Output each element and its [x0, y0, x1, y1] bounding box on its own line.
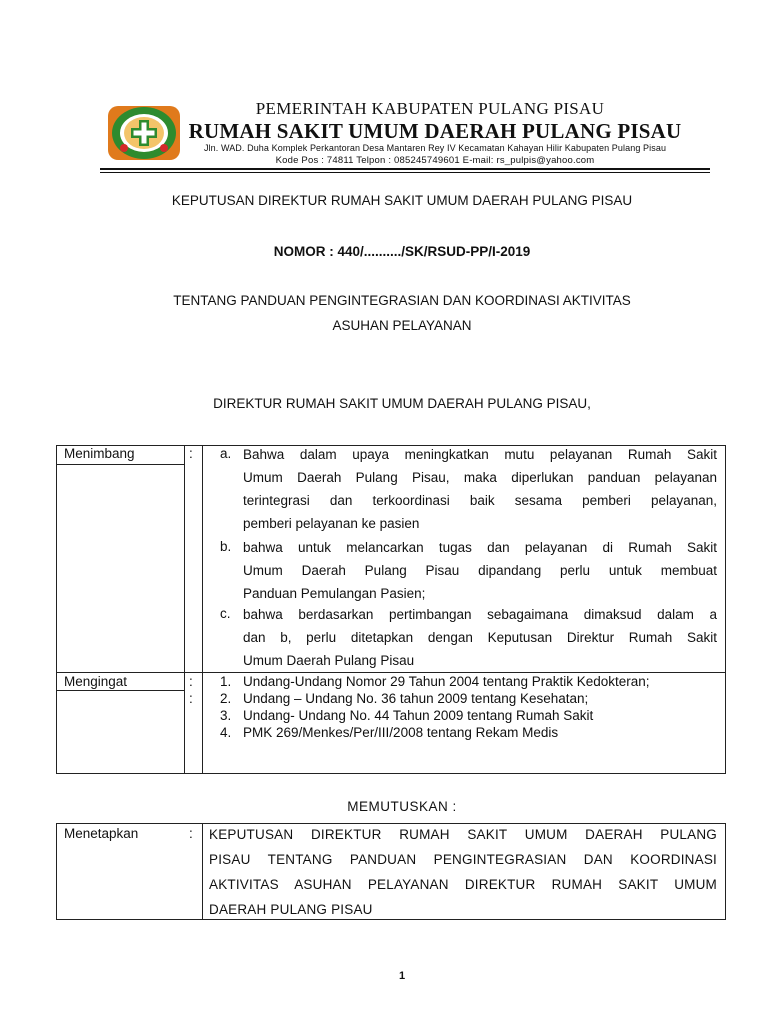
- memutuskan-heading: MEMUTUSKAN :: [347, 799, 457, 814]
- menimbang-label: Menimbang: [64, 446, 135, 461]
- text-line: Umum Daerah Pulang Pisau dipandang perlu untuk membuat: [243, 563, 717, 578]
- menetapkan-label: Menetapkan: [64, 826, 139, 841]
- decision-subject-line1: TENTANG PANDUAN PENGINTEGRASIAN DAN KOORDINASI AKTIVITAS: [173, 293, 631, 308]
- text-line: Bahwa dalam upaya meningkatkan mutu pelayanan Rumah Sakit: [243, 447, 717, 462]
- column-divider: [184, 446, 185, 773]
- label-underline: [57, 690, 184, 691]
- page-number: 1: [398, 970, 406, 982]
- menimbang-item-c: [243, 603, 717, 672]
- list-text: Undang- Undang No. 44 Tahun 2009 tentang Rumah Sakit: [243, 708, 594, 723]
- hospital-title: RUMAH SAKIT UMUM DAERAH PULANG PISAU: [188, 119, 682, 143]
- column-divider: [202, 446, 203, 773]
- text-line: bahwa berdasarkan pertimbangan sebagaimana dimaksud dalam a: [243, 607, 717, 622]
- list-item: [220, 690, 720, 707]
- list-number: 3.: [220, 708, 232, 723]
- list-number: 4.: [220, 725, 232, 740]
- mengingat-colon: :: [189, 674, 193, 689]
- list-item: [220, 673, 720, 690]
- menetapkan-text: [209, 822, 717, 922]
- list-item: [220, 724, 720, 741]
- text-line: Umum Daerah Pulang Pisau: [243, 653, 415, 668]
- list-text: Undang – Undang No. 36 tahun 2009 tentang Kesehatan;: [243, 691, 589, 706]
- director-heading: DIREKTUR RUMAH SAKIT UMUM DAERAH PULANG PISAU,: [213, 396, 591, 411]
- list-number: 1.: [220, 674, 232, 689]
- text-line: AKTIVITAS ASUHAN PELAYANAN DIREKTUR RUMAH SAKIT UMUM: [209, 877, 717, 892]
- list-item: [220, 707, 720, 724]
- text-line: terintegrasi dan terkoordinasi baik sesama pemberi pelayanan,: [243, 493, 717, 508]
- menimbang-item-letter: a.: [220, 446, 232, 461]
- menetapkan-colon: :: [189, 826, 193, 841]
- decision-number: NOMOR : 440/........../SK/RSUD-PP/I-2019: [273, 244, 531, 259]
- decision-title: KEPUTUSAN DIREKTUR RUMAH SAKIT UMUM DAERAH PULANG PISAU: [171, 193, 633, 208]
- government-title: PEMERINTAH KABUPATEN PULANG PISAU: [255, 99, 605, 118]
- menimbang-item-letter: b.: [220, 539, 232, 554]
- label-underline: [57, 464, 184, 465]
- letterhead-rule-thick: [100, 168, 710, 170]
- menimbang-colon: :: [189, 446, 193, 461]
- list-text: Undang-Undang Nomor 29 Tahun 2004 tentang Praktik Kedokteran;: [243, 674, 650, 689]
- mengingat-label: Mengingat: [64, 674, 128, 689]
- text-line: Umum Daerah Pulang Pisau, maka diperlukan panduan pelayanan: [243, 470, 717, 485]
- list-text: PMK 269/Menkes/Per/III/2008 tentang Rekam Medis: [243, 725, 559, 740]
- decision-subject-line2: ASUHAN PELAYANAN: [332, 318, 472, 333]
- hospital-address: Jln. WAD. Duha Komplek Perkantoran Desa Mantaren Rey IV Kecamatan Kahayan Hilir Kabupaten Pulang Pisau: [203, 143, 667, 153]
- text-line: DAERAH PULANG PISAU: [209, 902, 373, 917]
- text-line: bahwa untuk melancarkan tugas dan pelayanan di Rumah Sakit: [243, 540, 717, 555]
- list-number: 2.: [220, 691, 232, 706]
- menimbang-item-b: [243, 536, 717, 605]
- text-line: PISAU TENTANG PANDUAN PENGINTEGRASIAN DAN KOORDINASI: [209, 852, 717, 867]
- text-line: pemberi pelayanan ke pasien: [243, 516, 420, 531]
- text-line: Panduan Pemulangan Pasien;: [243, 586, 426, 601]
- menimbang-item-a: [243, 443, 717, 535]
- text-line: KEPUTUSAN DIREKTUR RUMAH SAKIT UMUM DAERAH PULANG: [209, 827, 717, 842]
- hospital-contact: Kode Pos : 74811 Telpon : 085245749601 E-mail: rs_pulpis@yahoo.com: [275, 155, 595, 166]
- text-line: dan b, perlu ditetapkan dengan Keputusan Direktur Rumah Sakit: [243, 630, 717, 645]
- menimbang-item-letter: c.: [220, 606, 231, 621]
- mengingat-list: [220, 673, 720, 741]
- column-divider: [202, 824, 203, 919]
- letterhead-rule-thin: [100, 172, 710, 173]
- mengingat-colon-secondary: :: [189, 691, 193, 706]
